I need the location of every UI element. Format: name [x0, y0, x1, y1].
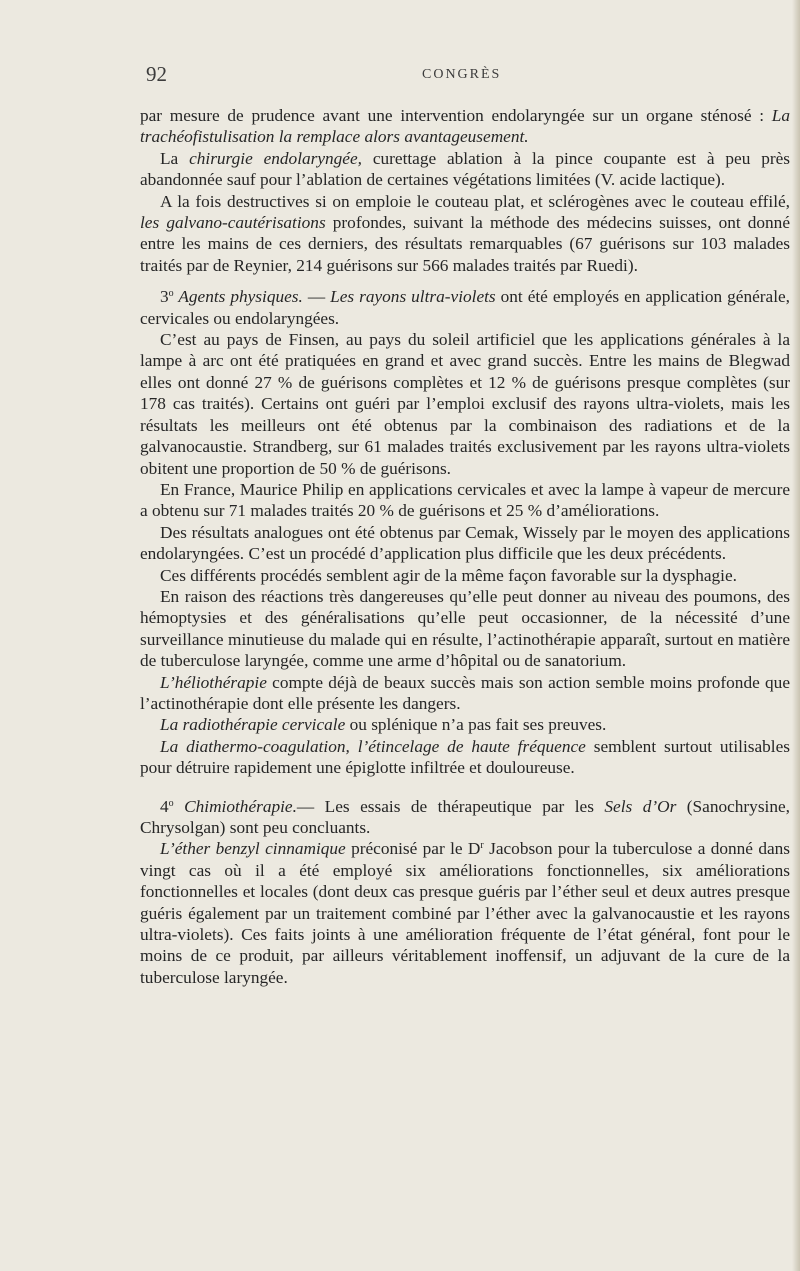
paragraph-7: Des résultats analogues ont été obtenus par Cemak, Wissely par le moyen des applications endolaryngées. C’est un procédé d’application plus difficile que les deux précédents. — [140, 522, 790, 564]
paragraph-6: En France, Maurice Philip en applications cervicales et avec la lampe à vapeur de mercure a obtenu sur 71 malades traités 20 % de guérisons et 25 % d’améliorations. — [140, 479, 790, 521]
section-3-heading-paragraph: 3$^o$ Agents physiques. — Les rayons ultra-violets ont été employés en application générale, cervicales ou endolaryngées. — [140, 287, 791, 328]
paragraph-11: La radiothérapie cervicale ou splénique n’a pas fait ses preuves. — [160, 715, 607, 735]
page-header — [146, 62, 796, 90]
section-4-heading-paragraph: 4$^o$ Chimiothérapie.— Les essais de thérapeutique par les Sels d’Or (Sanochrysine, Chrysolgan) sont peu concluants. — [140, 796, 790, 837]
paragraph-14: L’éther benzyl cinnamique préconisé par le $D^r$ Jacobson pour la tuberculose a donné dans vingt cas où il a été employé six améliorations fonctionnelles, six améliorations fonctionnelles et locales (dont deux cas presque guéris par l’éther seul et deux autres presque guéris également par un traitement combiné par l’éther avec la galvanocaustie et les rayons ultra-violets). Ces faits joints à une amélioration fréquente de l’état général, font pour le moins de ce produit, par ailleurs véritablement inoffensif, un adjuvant de la cure de la tuberculose laryngée. — [140, 839, 790, 987]
paragraph-10: L’héliothérapie compte déjà de beaux succès mais son action semble moins profonde que l’actinothérapie dont elle présente les dangers. — [140, 672, 790, 713]
paragraph-12: La diathermo-coagulation, l’étincelage de haute fréquence semblent surtout utilisables pour détruire rapidement une épiglotte infiltrée et douloureuse. — [140, 736, 790, 778]
paragraph-2: La chirurgie endolaryngée, curettage ablation à la pince coupante est à peu près abandonnée sauf pour l’ablation de certaines végétations limitées (V. acide lactique). — [140, 148, 790, 190]
paragraph-3: A la fois destructives si on emploie le couteau plat, et sclérogènes avec le couteau effilé, les galvano-cautérisations profondes, suivant la méthode des médecins suisses, ont donné entre les mains de ces derniers, des résultats remarquables (67 guérisons sur 103 malades traités par de Reynier, 214 guérisons sur 566 malades traités par Ruedi). — [140, 191, 790, 275]
body-text — [140, 105, 790, 988]
paragraph-1: par mesure de prudence avant une intervention endolaryngée sur un organe sténosé : La trachéofistulisation la remplace alors avantageusement. — [140, 106, 790, 147]
paragraph-8: Ces différents procédés semblent agir de la même façon favorable sur la dysphagie. — [160, 565, 737, 585]
paragraph-9: En raison des réactions très dangereuses qu’elle peut donner au niveau des poumons, des hémoptysies et des généralisations qu’elle peut occasionner, de la nécessité d’une surveillance minutieuse du malade qui en résulte, l’actinothérapie apparaît, surtout en matière de tuberculose laryngée, comme une arme d’hôpital ou de sanatorium. — [140, 586, 790, 671]
running-title: CONGRÈS — [422, 67, 502, 82]
page-number: 92 — [146, 62, 167, 86]
paragraph-5: C’est au pays de Finsen, au pays du soleil artificiel que les applications générales à la lampe à arc ont été pratiquées en grand et avec grand succès. Entre les mains de Blegwad elles ont donné 27 % de guérisons complètes et 12 % de guérisons presque complètes (sur 178 cas traités). Certains ont guéri par l’emploi exclusif des rayons ultra-violets, mais les résultats les meilleurs ont été obtenus par la combinaison des radiations et de la galvanocaustie. Strandberg, sur 61 malades traités exclusivement par les rayons ultra-violets obitent une proportion de 50 % de guérisons. — [140, 330, 790, 478]
page-edge-shadow — [792, 0, 800, 1271]
